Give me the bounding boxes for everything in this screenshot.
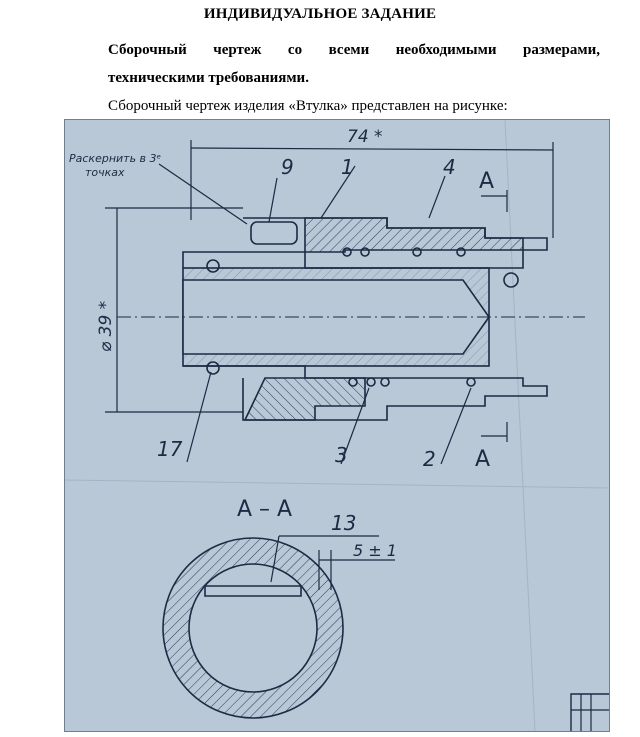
ball-lower-2 [367, 378, 375, 386]
document-title: ИНДИВИДУАЛЬНОЕ ЗАДАНИЕ [203, 6, 437, 22]
section-title: A – A [237, 497, 293, 522]
part-label-13: 13 [331, 511, 357, 535]
part-label-2: 2 [423, 447, 436, 471]
title-block-corner [571, 694, 609, 731]
section-inner-circle [189, 564, 317, 692]
ball-lower-3 [381, 378, 389, 386]
lower-hatch-zone-1 [245, 378, 365, 420]
dimension-overall-length: 74 * [347, 127, 383, 147]
part-label-17: 17 [157, 437, 183, 461]
ball-lower-4 [467, 378, 475, 386]
kerning-note-line-1: Раскернить в 3ᵉ [69, 152, 162, 165]
section-mark-top: A [479, 169, 495, 194]
part-label-4: 4 [443, 155, 456, 179]
section-view [163, 536, 609, 731]
section-mark-bottom: A [475, 447, 491, 472]
kerning-note-line-2: точках [85, 166, 125, 179]
assembly-drawing [65, 120, 609, 731]
upper-hatch-zone-1 [305, 218, 523, 252]
task-description-line-1: Сборочный чертеж со всеми необходимыми размерами, [108, 42, 600, 58]
pin-part-9 [251, 222, 297, 244]
part-label-3: 3 [335, 443, 348, 467]
task-description-line-2: техническими требованиями. [108, 70, 309, 86]
part-label-1: 1 [341, 155, 354, 179]
part-label-9: 9 [281, 155, 294, 179]
dimension-diameter: ⌀ 39 * [96, 300, 116, 352]
assembly-drawing-photo [64, 119, 610, 732]
screw-right [504, 273, 518, 287]
figure-intro-text: Сборочный чертеж изделия «Втулка» представлен на рисунке: [108, 98, 508, 114]
section-key-slot [205, 586, 301, 596]
dimension-section-tolerance: 5 ± 1 [353, 541, 397, 560]
